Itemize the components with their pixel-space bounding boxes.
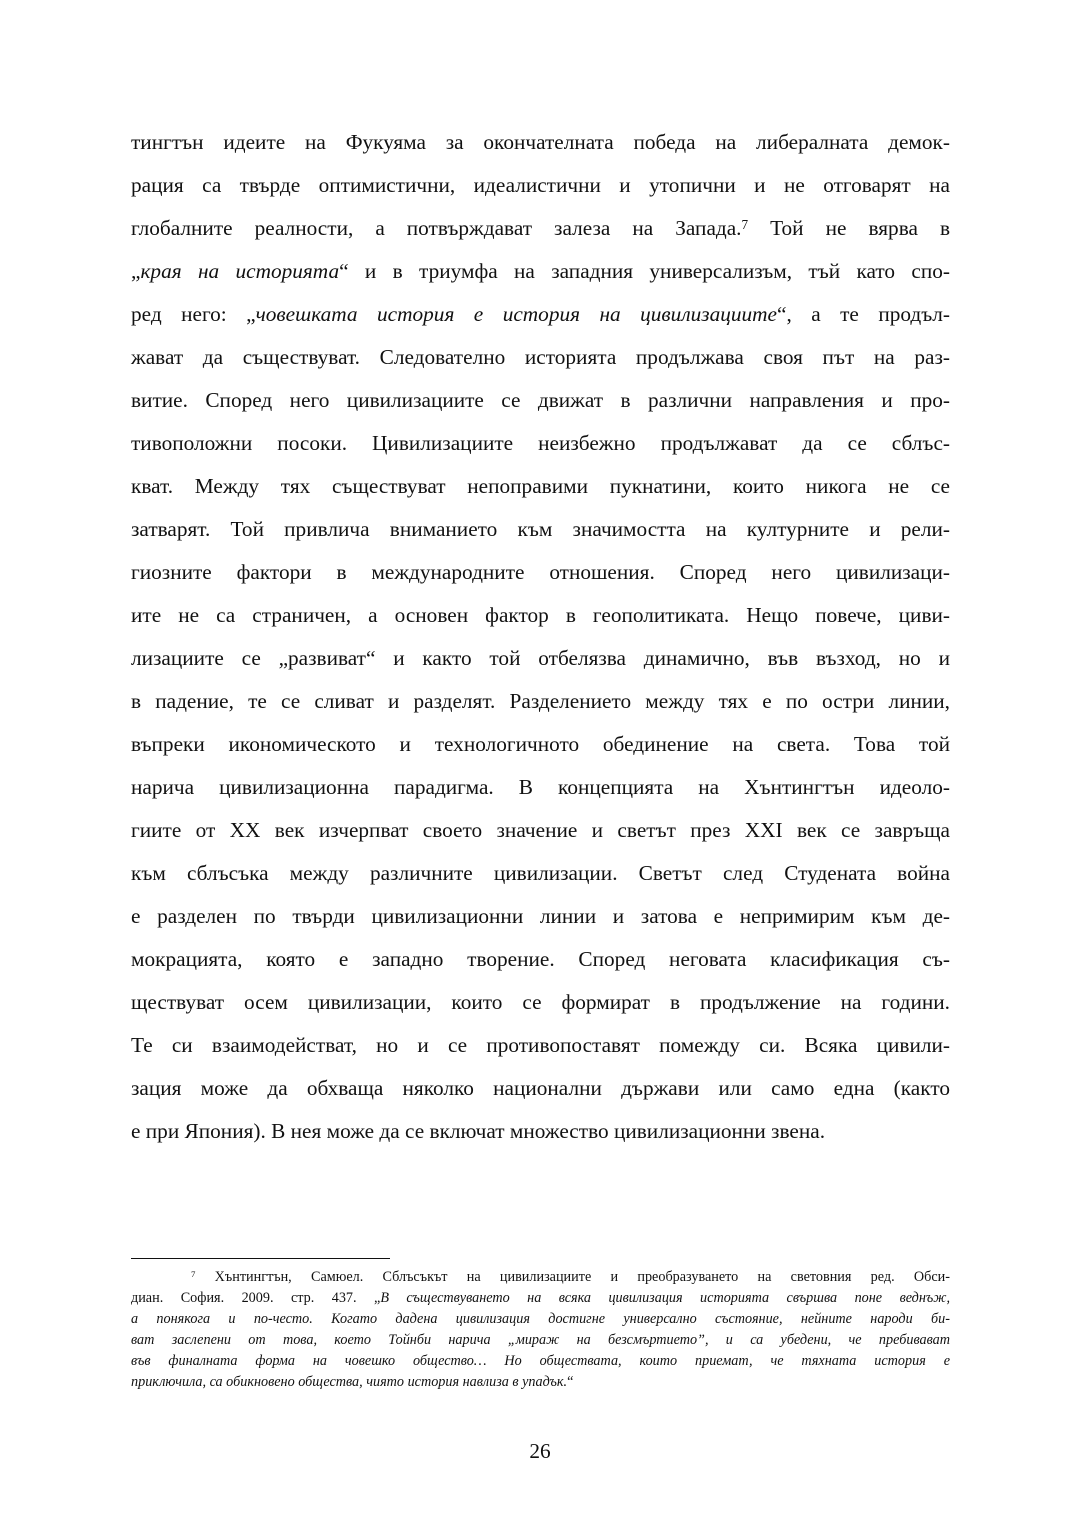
italic-quote: ват заслепени от това, което Тойнби нарича „мираж на безсмъртието”, и са убедени, че пребивават — [131, 1332, 950, 1348]
body-line: въпреки икономическото и технологичното обединение на света. Това той — [131, 732, 950, 756]
body-line: жават да съществуват. Следователно историята продължава своя път на раз- — [131, 345, 950, 369]
body-line: ществуват осем цивилизации, които се формират в продължение на години. — [131, 990, 950, 1014]
body-line: тивоположни посоки. Цивилизациите неизбежно продължават да се сблъс- — [131, 431, 950, 455]
text-span: ред него: „ — [131, 302, 256, 326]
body-line: кват. Между тях съществуват непоправими пукнатини, които никога не се — [131, 474, 950, 498]
italic-quote: а понякога и по-често. Когато дадена цивилизация достигне универсално състояние, нейните народи би- — [131, 1311, 950, 1327]
text-span: “ — [567, 1374, 574, 1390]
body-line: тингтън идеите на Фукуяма за окончателната победа на либералната демок- — [131, 130, 950, 154]
body-line: е разделен по твърди цивилизационни линии и затова е непримирим към де- — [131, 904, 950, 928]
body-line: рация са твърде оптимистични, идеалистични и утопични и не отговарят на — [131, 173, 950, 197]
body-line: към сблъсъка между различните цивилизации. Светът след Студената война — [131, 861, 950, 885]
footnote-line — [131, 1351, 950, 1372]
italic-quote: във финалната форма на човешко общество… Но обществата, които приемат, че тяхната история е — [131, 1353, 950, 1369]
body-line: мокрацията, която е западно творение. Според неговата класификация съ- — [131, 947, 950, 971]
text-span: Хънтингтън, Самюел. Сблъсъкът на цивилизациите и преобразуването на световния ред. Обси- — [195, 1269, 950, 1285]
body-line: зация може да обхваща няколко национални държави или само една (както — [131, 1076, 950, 1100]
body-line: ите не са страничен, а основен фактор в геополитиката. Нещо повече, циви- — [131, 603, 950, 627]
footnote-line — [131, 1309, 950, 1330]
text-span: диан. София. 2009. стр. 437. „ — [131, 1290, 381, 1306]
body-line: гиозните фактори в международните отношения. Според него цивилизаци- — [131, 560, 950, 584]
footnote-line — [131, 1288, 950, 1309]
page-number: 26 — [529, 1439, 551, 1463]
body-line — [131, 251, 950, 291]
text-span: Той не вярва в — [748, 216, 950, 240]
body-line: гиите от XX век изчерпват своето значение и светът през XXI век се завръща — [131, 818, 950, 842]
body-line: е при Япония). В нея може да се включат множество цивилизационни звена. — [131, 1119, 826, 1143]
body-line — [131, 294, 950, 334]
footnote-reference[interactable]: 7 — [741, 217, 749, 233]
footnote-line — [131, 1330, 950, 1351]
italic-quote: края на историята — [140, 259, 340, 283]
footnote-marker: 7 — [191, 1269, 196, 1280]
text-span: “, а те продъл- — [777, 302, 950, 326]
text-span: „ — [131, 259, 141, 283]
text-span: глобалните реалности, а потвърждават залеза на Запада. — [131, 216, 742, 240]
italic-quote: приключила, са обикновено общества, чиято история навлиза в упадък. — [131, 1374, 568, 1390]
body-line: затварят. Той привлича вниманието към значимостта на културните и рели- — [131, 517, 950, 541]
text-span: “ и в триумфа на западния универсализъм, тъй като спо- — [339, 259, 950, 283]
body-line: нарича цивилизационна парадигма. В концепцията на Хънтингтън идеоло- — [131, 775, 950, 799]
body-line: лизациите се „развиват“ и както той отбелязва динамично, във възход, но и — [131, 646, 950, 670]
body-line: в падение, те се сливат и разделят. Разделението между тях е по остри линии, — [131, 689, 950, 713]
footnote-line — [131, 1267, 950, 1288]
italic-quote: В съществуването на всяка цивилизация историята свършва поне веднъж, — [380, 1290, 950, 1306]
footnote-line — [131, 1372, 950, 1393]
body-line — [131, 208, 950, 248]
body-line: Те си взаимодействат, но и се противопоставят помежду си. Всяка цивили- — [131, 1033, 950, 1057]
footnote-separator — [131, 1258, 390, 1259]
italic-quote: човешката история е история на цивилизациите — [255, 302, 777, 326]
body-line: витие. Според него цивилизациите се движат в различни направления и про- — [131, 388, 950, 412]
